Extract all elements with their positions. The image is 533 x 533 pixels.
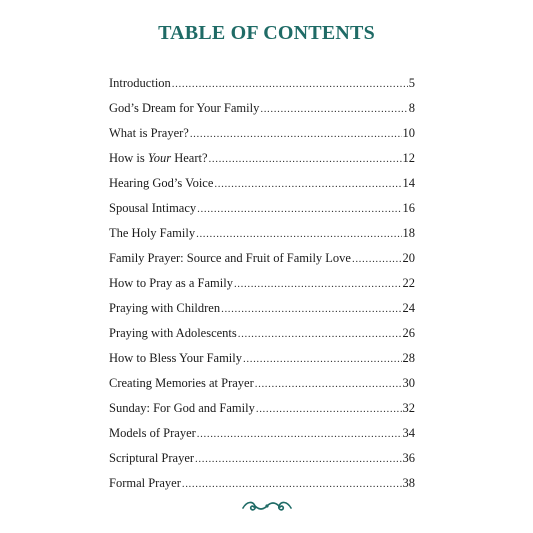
- toc-entry: [109, 223, 415, 248]
- toc-entry-page: 32: [402, 401, 415, 415]
- toc-entry: [109, 373, 415, 398]
- toc-entry-title-end: Heart?: [171, 151, 208, 165]
- dot-leader: [221, 299, 401, 319]
- toc-entry: [109, 73, 415, 98]
- dot-leader: [243, 349, 401, 369]
- toc-entry-page: 14: [402, 176, 415, 190]
- toc-entry: [109, 123, 415, 148]
- toc-entry-page: 26: [402, 326, 415, 340]
- toc-entry-title: Creating Memories at Prayer: [109, 376, 254, 390]
- toc-entry-page: 36: [402, 451, 415, 465]
- dot-leader: [195, 449, 401, 469]
- toc-entry-page: 10: [402, 126, 415, 140]
- toc-entry: [109, 298, 415, 323]
- dot-leader: [352, 249, 402, 269]
- toc-entry-page: 28: [402, 351, 415, 365]
- toc-entry: [109, 423, 415, 448]
- toc-entry-page: 20: [402, 251, 415, 265]
- toc-entry: [109, 198, 415, 223]
- dot-leader: [197, 424, 402, 444]
- dot-leader: [255, 374, 402, 394]
- dot-leader: [238, 324, 402, 344]
- dot-leader: [214, 174, 401, 194]
- scroll-flourish-icon: [241, 499, 293, 513]
- toc-entry-title: God’s Dream for Your Family: [109, 101, 260, 115]
- toc-entry-title-start: How is: [109, 151, 148, 165]
- toc-entry-title: The Holy Family: [109, 226, 196, 240]
- toc-entry: [109, 248, 415, 273]
- dot-leader: [182, 474, 402, 494]
- toc-entry-page: 12: [402, 151, 415, 165]
- toc-entry-page: 8: [408, 101, 415, 115]
- toc-entry-title: How to Pray as a Family: [109, 276, 233, 290]
- toc-entry: [109, 273, 415, 298]
- toc-entry-page: 5: [408, 76, 415, 90]
- toc-list: [109, 73, 415, 498]
- dot-leader: [256, 399, 402, 419]
- toc-entry-title: Praying with Adolescents: [109, 326, 237, 340]
- toc-entry: [109, 398, 415, 423]
- page-title: TABLE OF CONTENTS: [158, 22, 375, 44]
- toc-entry-title: Spousal Intimacy: [109, 201, 197, 215]
- toc-entry-page: 16: [402, 201, 415, 215]
- toc-entry: [109, 148, 415, 173]
- toc-entry: [109, 323, 415, 348]
- toc-entry-page: 34: [402, 426, 415, 440]
- toc-entry: [109, 473, 415, 498]
- toc-entry-title: Scriptural Prayer: [109, 451, 195, 465]
- dot-leader: [190, 124, 402, 144]
- dot-leader: [196, 224, 401, 244]
- toc-entry-title: What is Prayer?: [109, 126, 189, 140]
- toc-entry: [109, 173, 415, 198]
- toc-entry-page: 24: [402, 301, 415, 315]
- toc-entry-title: Models of Prayer: [109, 426, 196, 440]
- toc-entry-title: Sunday: For God and Family: [109, 401, 255, 415]
- toc-entry-page: 18: [402, 226, 415, 240]
- toc-entry: [109, 348, 415, 373]
- toc-entry-page: 30: [402, 376, 415, 390]
- toc-entry: [109, 98, 415, 123]
- dot-leader: [209, 149, 402, 169]
- toc-entry-title-emphasis: Your: [147, 151, 172, 165]
- toc-entry-title: Formal Prayer: [109, 476, 181, 490]
- toc-entry-title: How to Bless Your Family: [109, 351, 243, 365]
- dot-leader: [234, 274, 402, 294]
- toc-entry: [109, 448, 415, 473]
- toc-entry-title: [109, 148, 208, 168]
- toc-entry-page: 22: [402, 276, 415, 290]
- toc-entry-title: Family Prayer: Source and Fruit of Family Love: [109, 251, 351, 265]
- dot-leader: [197, 199, 401, 219]
- dot-leader: [260, 99, 407, 119]
- toc-entry-title: Introduction: [109, 76, 171, 90]
- toc-entry-page: 38: [402, 476, 415, 490]
- dot-leader: [172, 74, 408, 94]
- toc-entry-title: Hearing God’s Voice: [109, 176, 214, 190]
- toc-entry-title: Praying with Children: [109, 301, 221, 315]
